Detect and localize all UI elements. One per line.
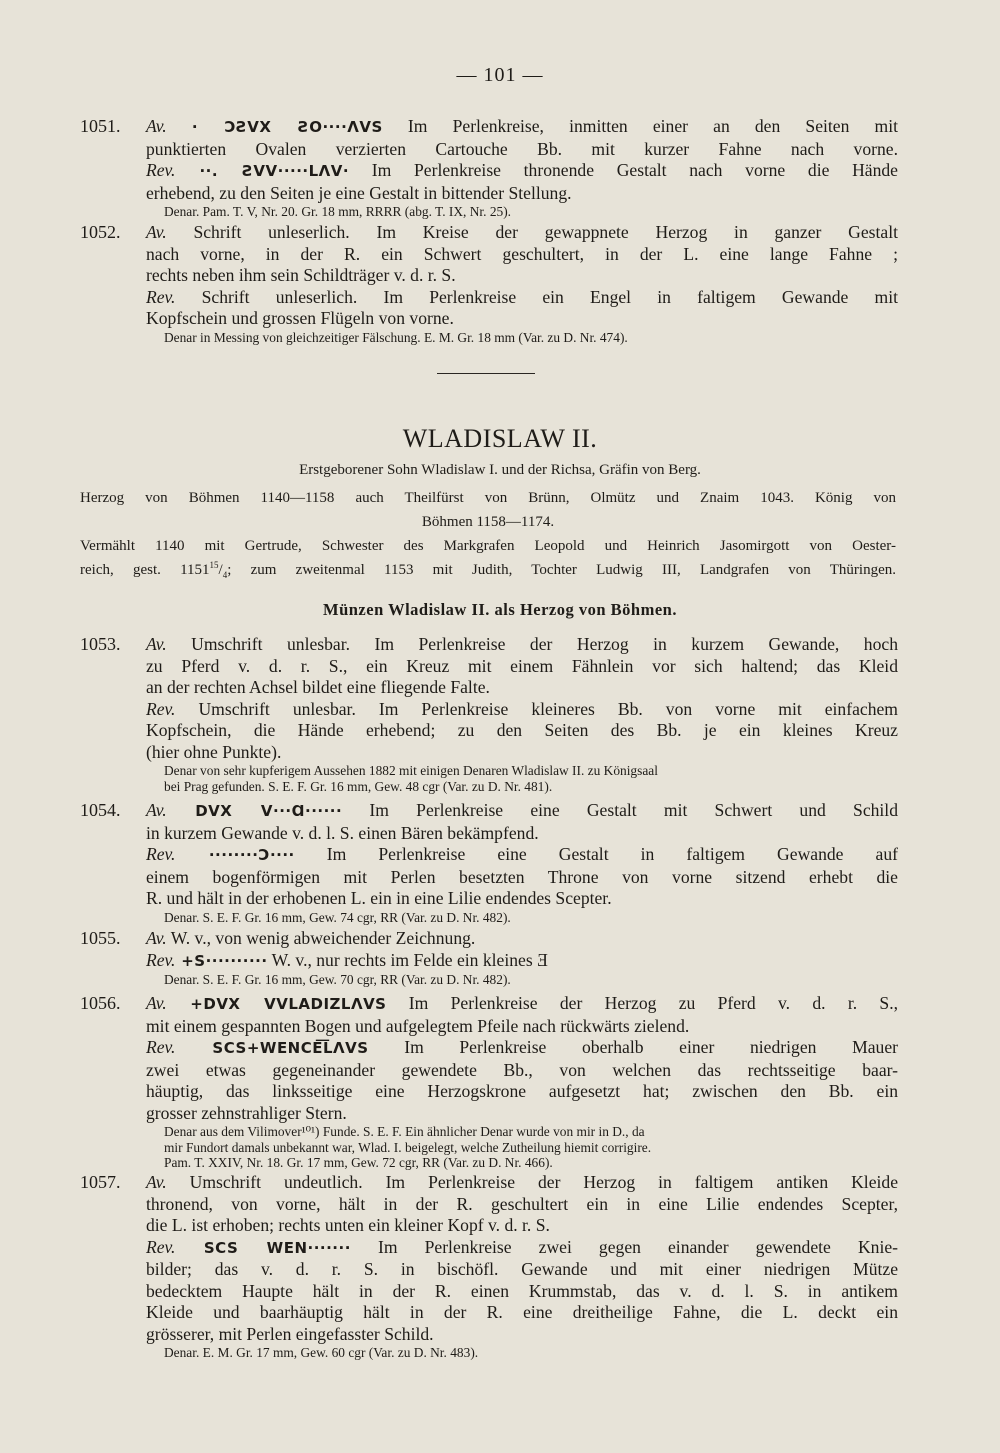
entry-number: 1055. [80, 928, 121, 948]
entry-line: an der rechten Achsel bildet eine fliegende Falte. [146, 677, 490, 697]
entry-note: Denar aus dem Vilimover¹⁰¹) Funde. S. E. F. Ein ähnlicher Denar wurde von mir in D., da [164, 1124, 645, 1139]
catalog-entry-1054 [80, 800, 898, 925]
entry-line: erhebend, zu den Seiten je eine Gestalt in bittender Stellung. [146, 182, 572, 203]
entry-number: 1056. [80, 993, 121, 1013]
entry-line: zu Pferd v. d. r. S., ein Kreuz mit einem Fähnlein vor sich haltend; das Kleid [146, 655, 898, 676]
catalog-entry-1052 [80, 222, 898, 345]
entry-line: Rev. ········Ɔ···· Im Perlenkreise eine Gestalt in faltigem Gewande auf [146, 844, 898, 864]
entry-line: nach vorne, in der R. ein Schwert geschultert, in der L. eine lange Fahne ; [146, 243, 898, 264]
ruler-title: WLADISLAW II. [402, 424, 598, 453]
entry-line: (hier ohne Punkte). [146, 741, 282, 762]
catalog-entry-1055 [80, 928, 898, 988]
entry-line: grosser zehnstrahliger Stern. [146, 1102, 347, 1123]
coin-legend: +S·········· [175, 951, 268, 970]
section-divider [437, 373, 535, 374]
coin-legend: DVX V···Ɑ······ [166, 802, 343, 820]
entry-line: Rev. SCS WEN······· Im Perlenkreise zwei gegen einander gewendete Knie- [146, 1236, 898, 1257]
entry-line: Kleide und baarhäuptig hält in der R. eine dreitheilige Fahne, die L. deckt ein [146, 1302, 898, 1322]
bio-line: Vermählt 1140 mit Gertrude, Schwester des Markgrafen Leopold und Heinrich Jasomirgott von Oester- [80, 538, 896, 554]
entry-line: Av. +DVX VVLADIZLΛVS Im Perlenkreise der Herzog zu Pferd v. d. r. S., [146, 993, 898, 1013]
coin-legend: +DVX VVLADIZLΛVS [166, 995, 387, 1013]
catalog-entry-1056 [80, 993, 898, 1171]
entry-note: Denar von sehr kupferigem Aussehen 1882 mit einigen Denaren Wladislaw II. zu Königsaal [164, 763, 658, 778]
entry-line: einem bogenförmigen mit Perlen besetzten Throne von vorne sitzend erhebt die [146, 866, 898, 887]
entry-line: die L. ist erhoben; rechts unten ein kleiner Kopf v. d. r. S. [146, 1215, 550, 1235]
entry-line: Av. DVX V···Ɑ······ Im Perlenkreise eine Gestalt mit Schwert und Schild [146, 800, 898, 820]
entry-line: punktierten Ovalen verzierten Cartouche Bb. mit kurzer Fahne nach vorne. [146, 138, 898, 159]
entry-line: häuptig, das linksseitige eine Herzogskrone aufgesetzt hat; zwischen den Bb. ein [146, 1081, 898, 1101]
entry-line: zwei etwas gegeneinander gewendete Bb., von welchen das rechtsseitige baar- [146, 1059, 898, 1080]
entry-line: Rev. Schrift unleserlich. Im Perlenkreise ein Engel in faltigem Gewande mit [146, 286, 898, 307]
entry-line: Av. · ƆƧVX ƧO····ΛVS Im Perlenkreise, inmitten einer an den Seiten mit [146, 116, 898, 136]
entry-line: Av. W. v., von wenig abweichender Zeichnung. [146, 928, 476, 948]
entry-line: mit einem gespannten Bogen und aufgelegtem Pfeile nach rückwärts zielend. [146, 1015, 690, 1036]
entry-line: bedecktem Haupte hält in der R. einen Krummstab, das v. d. l. S. in antikem [146, 1280, 898, 1301]
entry-line: bilder; das v. d. r. S. in bischöfl. Gewande und mit einer niedrigen Mütze [146, 1259, 898, 1279]
entry-line: Rev. +S·········· W. v., nur rechts im Felde ein kleines Ǝ [146, 949, 548, 970]
entry-line: Av. Umschrift unlesbar. Im Perlenkreise der Herzog in kurzem Gewande, hoch [146, 634, 898, 654]
entry-note: Pam. T. XXIV, Nr. 18. Gr. 17 mm, Gew. 72 cgr, RR (Var. zu D. Nr. 466). [164, 1155, 553, 1170]
catalog-entry-1051 [80, 116, 898, 220]
entry-line: rechts neben ihm sein Schildträger v. d. r. S. [146, 265, 456, 285]
entry-line: thronend, von vorne, hält in der R. geschultert ein in eine Lilie endendes Scepter, [146, 1193, 898, 1214]
entry-line: Kopfschein, die Hände erhebend; zu den Seiten des Bb. je ein kleines Kreuz [146, 720, 898, 740]
entry-note: Denar. S. E. F. Gr. 16 mm, Gew. 74 cgr, RR (Var. zu D. Nr. 482). [164, 909, 511, 925]
entry-line: Av. Umschrift undeutlich. Im Perlenkreise der Herzog in faltigem antiken Kleide [146, 1172, 898, 1192]
entry-number: 1051. [80, 116, 121, 136]
entry-number: 1054. [80, 800, 121, 820]
coin-legend: · ƆƧVX ƧO····ΛVS [191, 118, 383, 136]
entry-number: 1053. [80, 634, 121, 654]
entry-number: 1057. [80, 1172, 121, 1192]
entry-note: Denar. Pam. T. V, Nr. 20. Gr. 18 mm, RRRR (abg. T. IX, Nr. 25). [164, 204, 512, 219]
entry-line: grösserer, mit Perlen eingefasster Schild. [146, 1323, 434, 1344]
entry-line: Av. Schrift unleserlich. Im Kreise der gewappnete Herzog in ganzer Gestalt [146, 222, 898, 242]
entry-note: Denar. E. M. Gr. 17 mm, Gew. 60 cgr (Var. zu D. Nr. 483). [164, 1345, 479, 1360]
ruler-subtitle: Erstgeborener Sohn Wladislaw I. und der Richsa, Gräfin von Berg. [299, 462, 701, 478]
entry-line: in kurzem Gewande v. d. l. S. einen Bären bekämpfend. [146, 822, 539, 843]
bio-line: reich, gest. $1151^{15}/_4$; zum zweitenmal 1153 mit Judith, Tochter Ludwig III, Landgrafen von Thüringen. [80, 560, 896, 580]
entry-note: Denar. S. E. F. Gr. 16 mm, Gew. 70 cgr, RR (Var. zu D. Nr. 482). [164, 972, 511, 987]
entry-note: mir Fundort damals unbekannt war, Wlad. I. beigelegt, welche Zutheilung hiemit corrigire. [164, 1139, 652, 1155]
entry-line: Kopfschein und grossen Flügeln von vorne. [146, 308, 454, 328]
entry-number: 1052. [80, 222, 121, 242]
entry-line: Rev. SCS+WENCE͞LΛVS Im Perlenkreise oberhalb einer niedrigen Mauer [146, 1037, 898, 1057]
bio-line: Böhmen 1158—1174. [421, 514, 555, 530]
coin-legend: ········Ɔ···· [175, 846, 295, 864]
coin-legend: ··. ƧVV·····LΛV· [175, 162, 350, 180]
ruler-biography [80, 486, 896, 587]
catalog-entry-1053 [80, 634, 898, 794]
coin-legend: SCS+WENCE͞LΛVS [175, 1039, 369, 1057]
entry-note: Denar in Messing von gleichzeitiger Fälschung. E. M. Gr. 18 mm (Var. zu D. Nr. 474). [164, 329, 628, 345]
bio-line: Herzog von Böhmen 1140—1158 auch Theilfürst von Brünn, Olmütz und Znaim 1043. König von [80, 490, 896, 506]
page-number: — 101 — [456, 64, 544, 86]
section-heading: Münzen Wladislaw II. als Herzog von Böhmen. [323, 600, 677, 619]
entry-note: bei Prag gefunden. S. E. F. Gr. 16 mm, Gew. 48 cgr (Var. zu D. Nr. 481). [164, 778, 553, 794]
catalog-entry-1057 [80, 1172, 898, 1361]
entry-line: Rev. ··. ƧVV·····LΛV· Im Perlenkreise thronende Gestalt nach vorne die Hände [146, 160, 898, 180]
entry-line: R. und hält in der erhobenen L. ein in eine Lilie endendes Scepter. [146, 888, 612, 908]
entry-line: Rev. Umschrift unlesbar. Im Perlenkreise kleineres Bb. von vorne mit einfachem [146, 698, 898, 719]
coin-legend: SCS WEN······· [175, 1238, 351, 1257]
